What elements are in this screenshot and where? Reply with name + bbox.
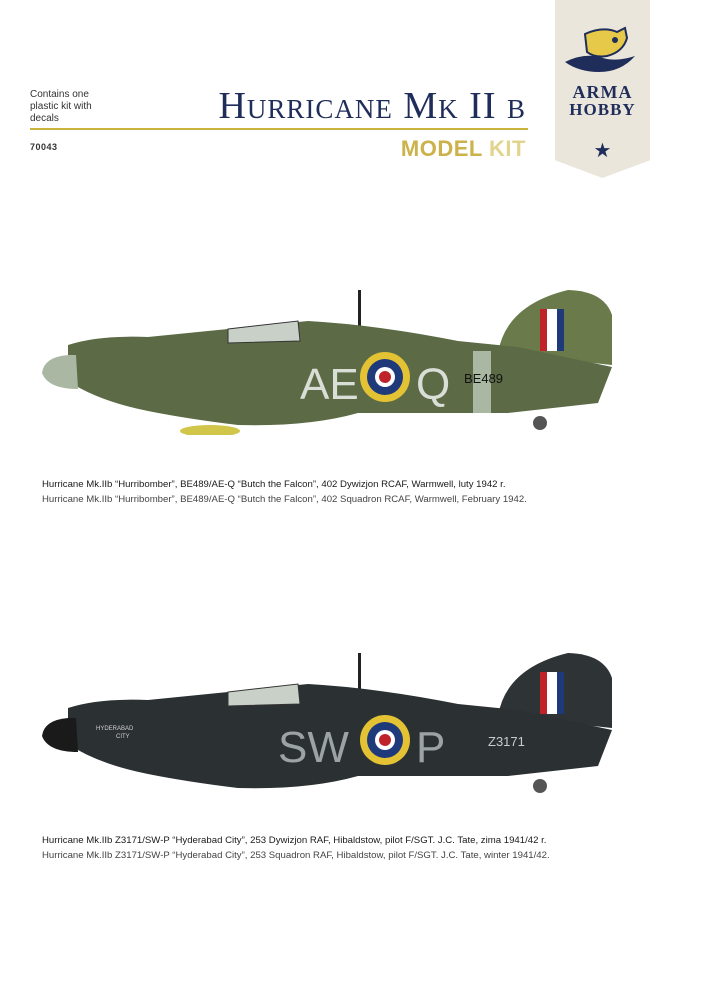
canopy	[228, 321, 300, 343]
model-word: MODEL	[400, 136, 483, 161]
tail-wheel	[533, 779, 547, 793]
bomb	[180, 425, 240, 435]
nose-name-line2: CITY	[116, 734, 130, 740]
aircraft-letter: Q	[416, 360, 451, 409]
spinner	[42, 718, 78, 752]
star-icon: ★	[593, 140, 612, 162]
kit-number: 70043	[30, 142, 58, 152]
caption-profile-1	[42, 477, 682, 507]
serial-number: BE489	[464, 371, 504, 386]
caption-polish: Hurricane Mk.IIb Z3171/SW-P “Hyderabad City”, 253 Dywizjon RAF, Hibaldstow, pilot F/SGT. J.C. Tate, zima 1941/42 r.	[42, 835, 547, 846]
squadron-code: AE	[300, 360, 359, 409]
serial-number: Z3171	[488, 734, 525, 749]
tail-wheel	[533, 416, 547, 430]
caption-polish: Hurricane Mk.IIb “Hurribomber”, BE489/AE-Q “Butch the Falcon”, 402 Dywizjon RCAF, Warmwell, luty 1942 r.	[42, 479, 506, 490]
caption-english: Hurricane Mk.IIb “Hurribomber”, BE489/AE-Q “Butch the Falcon”, 402 Squadron RCAF, Warmwell, February 1942.	[42, 494, 527, 505]
squadron-code: SW	[278, 723, 349, 772]
model-kit-label	[401, 136, 526, 162]
nose-name-line1: HYDERABAD	[96, 726, 134, 732]
contents-note: Contains one plastic kit with decals	[30, 89, 92, 124]
aircraft-profile-2	[38, 648, 622, 798]
caption-english: Hurricane Mk.IIb Z3171/SW-P “Hyderabad City”, 253 Squadron RAF, Hibaldstow, pilot F/SGT. J.C. Tate, winter 1941/42.	[42, 850, 550, 861]
brand-logo	[555, 22, 650, 132]
spinner	[42, 355, 78, 389]
logo-word-hobby: HOBBY	[569, 100, 636, 119]
title-divider	[30, 128, 528, 130]
logo-word-arma: ARMA	[572, 82, 633, 102]
canopy	[228, 684, 300, 706]
kit-word: KIT	[489, 136, 526, 161]
page-title: Hurricane Mk II b	[218, 85, 526, 127]
aircraft-profile-1	[38, 285, 622, 435]
caption-profile-2	[42, 833, 682, 863]
aircraft-letter: P	[416, 723, 446, 772]
arma-hobby-bird-icon	[555, 22, 650, 84]
